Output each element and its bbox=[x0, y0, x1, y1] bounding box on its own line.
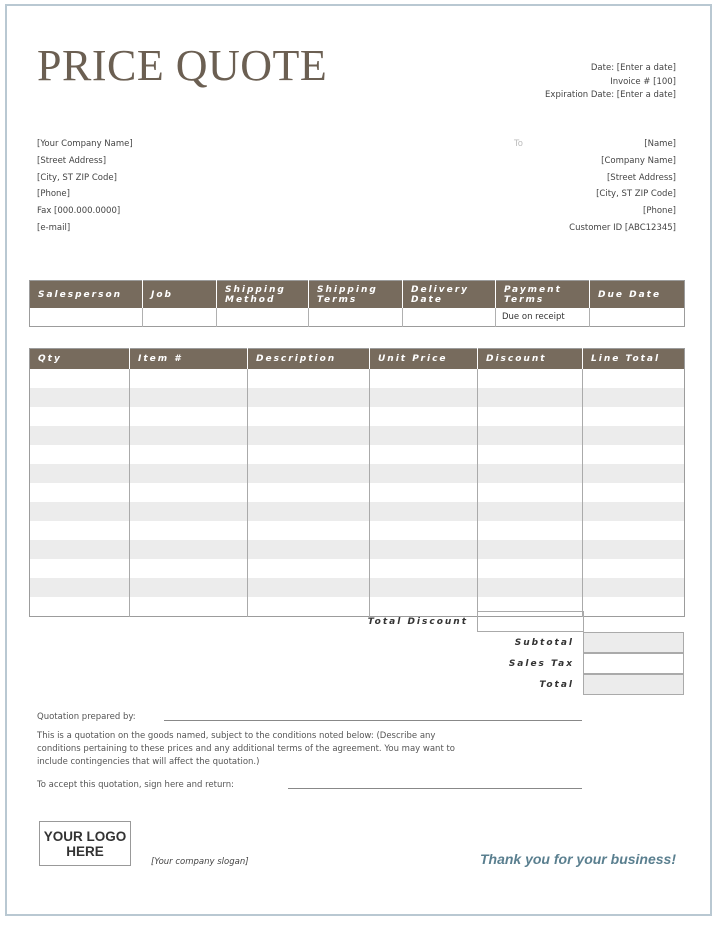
line-items-table bbox=[29, 348, 685, 617]
table-cell[interactable] bbox=[130, 407, 248, 426]
table-cell[interactable] bbox=[130, 502, 248, 521]
table-cell[interactable] bbox=[370, 521, 478, 540]
table-cell[interactable] bbox=[478, 445, 583, 464]
items-body bbox=[30, 369, 685, 617]
header-description: Description bbox=[248, 349, 370, 370]
table-cell[interactable] bbox=[370, 426, 478, 445]
table-cell[interactable] bbox=[583, 578, 685, 597]
table-cell[interactable] bbox=[30, 369, 130, 388]
table-cell[interactable] bbox=[248, 369, 370, 388]
table-cell[interactable] bbox=[478, 559, 583, 578]
sales-tax-label: Sales Tax bbox=[508, 659, 574, 669]
items-header-row bbox=[30, 349, 685, 370]
table-cell[interactable] bbox=[130, 559, 248, 578]
table-cell[interactable] bbox=[583, 464, 685, 483]
sales-data-row bbox=[30, 308, 685, 327]
signature-line[interactable] bbox=[288, 788, 582, 789]
header-shipping-terms: Shipping Terms bbox=[309, 281, 403, 309]
table-cell[interactable] bbox=[583, 388, 685, 407]
table-cell[interactable] bbox=[248, 407, 370, 426]
total-value[interactable] bbox=[583, 674, 684, 695]
header-discount: Discount bbox=[478, 349, 583, 370]
table-cell[interactable] bbox=[478, 369, 583, 388]
header-qty: Qty bbox=[30, 349, 130, 370]
table-cell[interactable] bbox=[478, 521, 583, 540]
table-row bbox=[30, 578, 685, 597]
total-label: Total bbox=[539, 680, 574, 690]
table-cell[interactable] bbox=[248, 502, 370, 521]
table-cell[interactable] bbox=[583, 445, 685, 464]
customer-name[interactable]: [Name] bbox=[644, 139, 676, 149]
customer-phone[interactable]: [Phone] bbox=[643, 206, 676, 217]
table-cell[interactable] bbox=[478, 578, 583, 597]
table-cell[interactable] bbox=[130, 369, 248, 388]
table-cell[interactable] bbox=[130, 464, 248, 483]
table-cell[interactable] bbox=[583, 597, 685, 617]
table-row bbox=[30, 464, 685, 483]
table-cell[interactable] bbox=[478, 483, 583, 502]
company-street[interactable]: [Street Address] bbox=[37, 155, 107, 166]
table-row bbox=[30, 559, 685, 578]
header-unit-price: Unit Price bbox=[370, 349, 478, 370]
table-cell[interactable] bbox=[478, 540, 583, 559]
total-discount-label: Total Discount bbox=[367, 617, 468, 627]
table-cell[interactable] bbox=[130, 578, 248, 597]
table-row bbox=[30, 521, 685, 540]
table-cell[interactable] bbox=[130, 426, 248, 445]
table-cell[interactable] bbox=[248, 540, 370, 559]
header-due-date: Due Date bbox=[590, 281, 685, 309]
subtotal-value[interactable] bbox=[583, 632, 684, 653]
table-cell[interactable] bbox=[130, 483, 248, 502]
header-line-total: Line Total bbox=[583, 349, 685, 370]
table-cell[interactable] bbox=[248, 426, 370, 445]
table-cell[interactable] bbox=[30, 464, 130, 483]
table-row bbox=[30, 369, 685, 388]
customer-company[interactable]: [Company Name] bbox=[601, 155, 676, 166]
table-cell[interactable] bbox=[248, 559, 370, 578]
to-label: To bbox=[514, 139, 523, 149]
table-cell[interactable] bbox=[30, 445, 130, 464]
company-phone[interactable]: [Phone] bbox=[37, 189, 70, 200]
header-item-number: Item # bbox=[130, 349, 248, 370]
table-cell[interactable] bbox=[30, 502, 130, 521]
conditions-line-3: include contingencies that will affect the quotation.) bbox=[37, 757, 260, 767]
invoice-number-field[interactable]: Invoice # [100] bbox=[610, 76, 676, 87]
table-cell[interactable] bbox=[370, 464, 478, 483]
table-cell[interactable] bbox=[30, 578, 130, 597]
page-title: PRICE QUOTE bbox=[37, 41, 328, 90]
table-cell[interactable] bbox=[370, 502, 478, 521]
table-cell[interactable] bbox=[583, 483, 685, 502]
thank-you-message: Thank you for your business! bbox=[479, 851, 676, 867]
prepared-by-label: Quotation prepared by: bbox=[37, 712, 136, 722]
company-city[interactable]: [City, ST ZIP Code] bbox=[37, 172, 117, 183]
shipping-terms-cell[interactable] bbox=[309, 308, 403, 327]
table-cell[interactable] bbox=[370, 578, 478, 597]
customer-city[interactable]: [City, ST ZIP Code] bbox=[596, 189, 676, 200]
table-cell[interactable] bbox=[583, 426, 685, 445]
header-delivery-date: Delivery Date bbox=[403, 281, 496, 309]
table-cell[interactable] bbox=[583, 559, 685, 578]
table-cell[interactable] bbox=[478, 464, 583, 483]
table-cell[interactable] bbox=[583, 407, 685, 426]
table-row bbox=[30, 483, 685, 502]
table-cell[interactable] bbox=[30, 426, 130, 445]
table-cell[interactable] bbox=[370, 388, 478, 407]
table-cell[interactable] bbox=[248, 483, 370, 502]
company-info bbox=[37, 136, 133, 237]
table-cell[interactable] bbox=[248, 445, 370, 464]
sales-tax-value[interactable] bbox=[583, 653, 684, 674]
table-row bbox=[30, 540, 685, 559]
customer-info bbox=[569, 136, 676, 237]
table-cell[interactable] bbox=[30, 483, 130, 502]
table-cell[interactable] bbox=[583, 502, 685, 521]
table-cell[interactable] bbox=[30, 540, 130, 559]
subtotal-label: Subtotal bbox=[514, 638, 574, 648]
table-cell[interactable] bbox=[248, 388, 370, 407]
table-cell[interactable] bbox=[583, 369, 685, 388]
table-row bbox=[30, 388, 685, 407]
job-cell[interactable] bbox=[143, 308, 217, 327]
table-cell[interactable] bbox=[370, 540, 478, 559]
table-cell[interactable] bbox=[30, 388, 130, 407]
company-name[interactable]: [Your Company Name] bbox=[37, 139, 133, 149]
table-cell[interactable] bbox=[248, 464, 370, 483]
table-cell[interactable] bbox=[583, 521, 685, 540]
date-field[interactable]: Date: [Enter a date] bbox=[590, 63, 676, 73]
table-cell[interactable] bbox=[478, 388, 583, 407]
table-row bbox=[30, 502, 685, 521]
payment-terms-cell[interactable]: Due on receipt bbox=[496, 308, 590, 327]
table-cell[interactable] bbox=[370, 597, 478, 617]
salesperson-cell[interactable] bbox=[30, 308, 143, 327]
table-cell[interactable] bbox=[30, 407, 130, 426]
company-fax[interactable]: Fax [000.000.0000] bbox=[37, 206, 121, 217]
conditions-line-2: conditions pertaining to these prices and any additional terms of the agreement. You may want to bbox=[37, 744, 456, 754]
table-cell[interactable] bbox=[478, 502, 583, 521]
table-cell[interactable] bbox=[370, 407, 478, 426]
table-cell[interactable] bbox=[130, 540, 248, 559]
expiration-date-field[interactable]: Expiration Date: [Enter a date] bbox=[545, 90, 676, 100]
company-email[interactable]: [e-mail] bbox=[37, 222, 71, 233]
table-cell[interactable] bbox=[248, 521, 370, 540]
table-cell[interactable] bbox=[370, 483, 478, 502]
accept-label: To accept this quotation, sign here and return: bbox=[37, 780, 234, 790]
table-cell[interactable] bbox=[130, 521, 248, 540]
table-cell[interactable] bbox=[30, 521, 130, 540]
delivery-date-cell[interactable] bbox=[403, 308, 496, 327]
table-cell[interactable] bbox=[248, 597, 370, 617]
due-date-cell[interactable] bbox=[590, 308, 685, 327]
customer-id[interactable]: Customer ID [ABC12345] bbox=[569, 222, 676, 233]
table-cell[interactable] bbox=[30, 597, 130, 617]
table-row bbox=[30, 597, 685, 617]
table-cell[interactable] bbox=[478, 426, 583, 445]
table-row bbox=[30, 426, 685, 445]
header-payment-terms: Payment Terms bbox=[496, 281, 590, 309]
logo-placeholder: YOUR LOGO HERE bbox=[39, 821, 131, 866]
table-cell[interactable] bbox=[130, 445, 248, 464]
table-cell[interactable] bbox=[130, 597, 248, 617]
table-cell[interactable] bbox=[370, 559, 478, 578]
table-cell[interactable] bbox=[583, 540, 685, 559]
quote-meta bbox=[545, 62, 676, 103]
header-job: Job bbox=[143, 281, 217, 309]
table-row bbox=[30, 407, 685, 426]
table-cell[interactable] bbox=[248, 578, 370, 597]
header-shipping-method: Shipping Method bbox=[217, 281, 309, 309]
prepared-by-line[interactable] bbox=[164, 720, 582, 721]
customer-street[interactable]: [Street Address] bbox=[606, 172, 676, 183]
table-cell[interactable] bbox=[30, 559, 130, 578]
table-cell[interactable] bbox=[478, 407, 583, 426]
company-slogan: [Your company slogan] bbox=[151, 857, 249, 867]
total-discount-value[interactable] bbox=[477, 611, 584, 632]
table-cell[interactable] bbox=[370, 369, 478, 388]
sales-info-table bbox=[29, 280, 685, 327]
table-row bbox=[30, 445, 685, 464]
conditions-line-1: This is a quotation on the goods named, subject to the conditions noted below: (Describe any bbox=[37, 731, 436, 741]
sales-header-row bbox=[30, 281, 685, 309]
table-cell[interactable] bbox=[130, 388, 248, 407]
table-cell[interactable] bbox=[370, 445, 478, 464]
shipping-method-cell[interactable] bbox=[217, 308, 309, 327]
header-salesperson: Salesperson bbox=[30, 281, 143, 309]
